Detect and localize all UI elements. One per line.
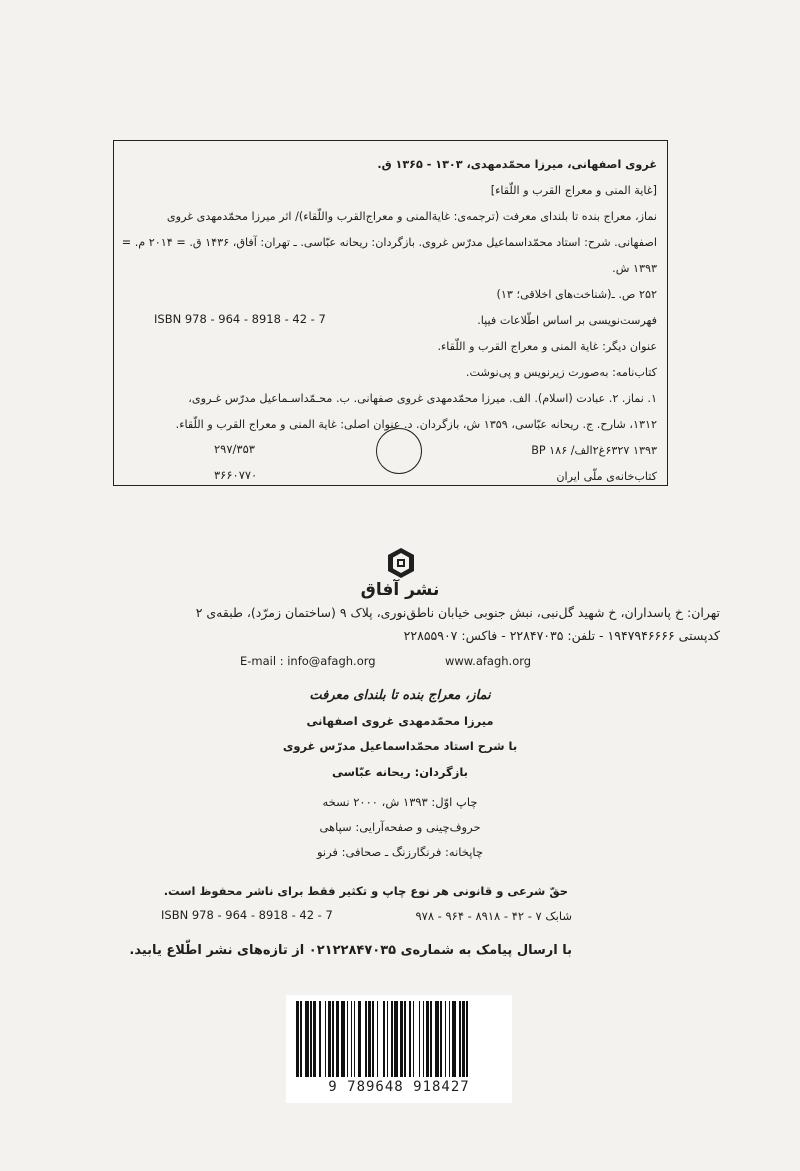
book-translator: بازگردان: ریحانه عبّاسی — [331, 765, 468, 779]
book-typesetting: حروف‌چینی و صفحه‌آرایی: سپاهی — [319, 820, 481, 834]
catalog-library-label: کتاب‌خانه‌ی ملّی ایران — [556, 470, 657, 483]
sms-notice: با ارسال پیامک به شماره‌ی ۰۲۱۲۲۸۴۷۰۳۵ از تازه‌های نشر اطّلاع یابید. — [129, 943, 572, 958]
catalog-subjects-line-1: ۱. نماز. ۲. عبادت (اسلام). الف. میرزا محمّدمهدی غروی صفهانی. ب. محـمّداسـماعیل مدرّس غـروی، — [188, 392, 657, 405]
catalog-isbn: ISBN 978 - 964 - 8918 - 42 - 7 — [154, 312, 326, 326]
book-edition: چاپ اوّل: ۱۳۹۳ ش، ۲۰۰۰ نسخه — [322, 795, 478, 809]
book-author: میرزا محمّدمهدی غروی اصفهانی — [306, 714, 494, 728]
catalog-other-title: عنوان دیگر: غاية المنى و معراج القرب و اللّقاء. — [437, 340, 657, 353]
catalog-bibliography-note: کتاب‌نامه: به‌صورت زیرنویس و پی‌نوشت. — [465, 366, 657, 379]
catalog-main-entry: غروی اصفهانی، میرزا محمّدمهدی، ۱۳۰۳ - ۱۳۶۵ ق. — [377, 158, 657, 171]
publisher-address: تهران: خ پاسداران، خ شهید گل‌نبی، نبش جنوبی خیابان ناطق‌نوری، پلاک ۹ (ساختمان زمرّد)، طبقه‌ی ۲ — [195, 605, 720, 620]
catalog-national-number: ۳۶۶۰۷۷۰ — [214, 468, 258, 482]
isbn-number: ISBN 978 - 964 - 8918 - 42 - 7 — [161, 908, 333, 922]
barcode-bar — [466, 1001, 467, 1077]
catalog-call-number: ۱۳۹۳ ۶۳۲۷غ۲الف/ ۱۸۶ BP — [531, 444, 657, 457]
catalog-pages-series: ۲۵۲ ص. ـ(شناخت‌های اخلاقی؛ ۱۳) — [496, 288, 657, 301]
catalog-uniform-title: [غاية المنى و معراج القرب و اللّقاء] — [490, 184, 657, 197]
shabak-number: شابک ۷ - ۴۲ - ۸۹۱۸ - ۹۶۴ - ۹۷۸ — [415, 909, 572, 923]
publisher-website[interactable]: www.afagh.org — [445, 654, 532, 668]
catalog-fipa-note: فهرست‌نویسی بر اساس اطّلاعات فیپا. — [477, 314, 657, 327]
catalog-title-line: نماز، معراج بنده تا بلندای معرفت (ترجمه‌ی: غاية‌المنى و معراج‌القرب واللّقاء)/ اثر میرزا محمّدمهدی غروی — [166, 210, 657, 223]
publisher-email[interactable]: E-mail : info@afagh.org — [240, 654, 376, 668]
catalog-subjects-line-2: ۱۳۱۲، شارح. ج. ریحانه عبّاسی، ۱۳۵۹ ش، بازگردان. د. عنوان اصلی: غاية المنى و معراج القرب و اللّقاء. — [175, 418, 657, 431]
catalog-dewey: ۲۹۷/۳۵۳ — [214, 442, 255, 456]
publisher-contact: کدپستی ۱۹۴۷۹۴۶۶۶۶ - تلفن: ۲۲۸۴۷۰۳۵ - فاکس: ۲۲۸۵۵۹۰۷ — [403, 628, 720, 643]
afagh-logo-icon — [386, 547, 416, 579]
circle-mark — [376, 428, 422, 474]
book-title: نماز، معراج بنده تا بلندای معرفت — [309, 688, 491, 703]
barcode-bars — [296, 1001, 502, 1077]
book-commentary: با شرح استاد محمّداسماعیل مدرّس غروی — [282, 739, 518, 753]
cataloging-record-box — [113, 140, 668, 486]
book-printing: چاپخانه: فرنگارزنگ ـ صحافی: فرنو — [316, 845, 484, 859]
barcode-number: 9 789648 918427 — [328, 1079, 470, 1095]
copyright-notice: حقّ شرعی و قانونی هر نوع چاپ و تکثیر فقط برای ناشر محفوظ است. — [163, 884, 568, 898]
publisher-name: نشر آفاق — [360, 580, 440, 600]
catalog-date-line: ۱۳۹۳ ش. — [612, 262, 657, 275]
isbn-barcode — [286, 995, 512, 1103]
catalog-imprint-line: اصفهانی. شرح: استاد محمّداسماعیل مدرّس غروی. بازگردان: ریحانه عبّاسی. ـ تهران: آفاق، ۱۴۳۶ ق. = ۲۰۱۴ م. = — [121, 236, 657, 249]
